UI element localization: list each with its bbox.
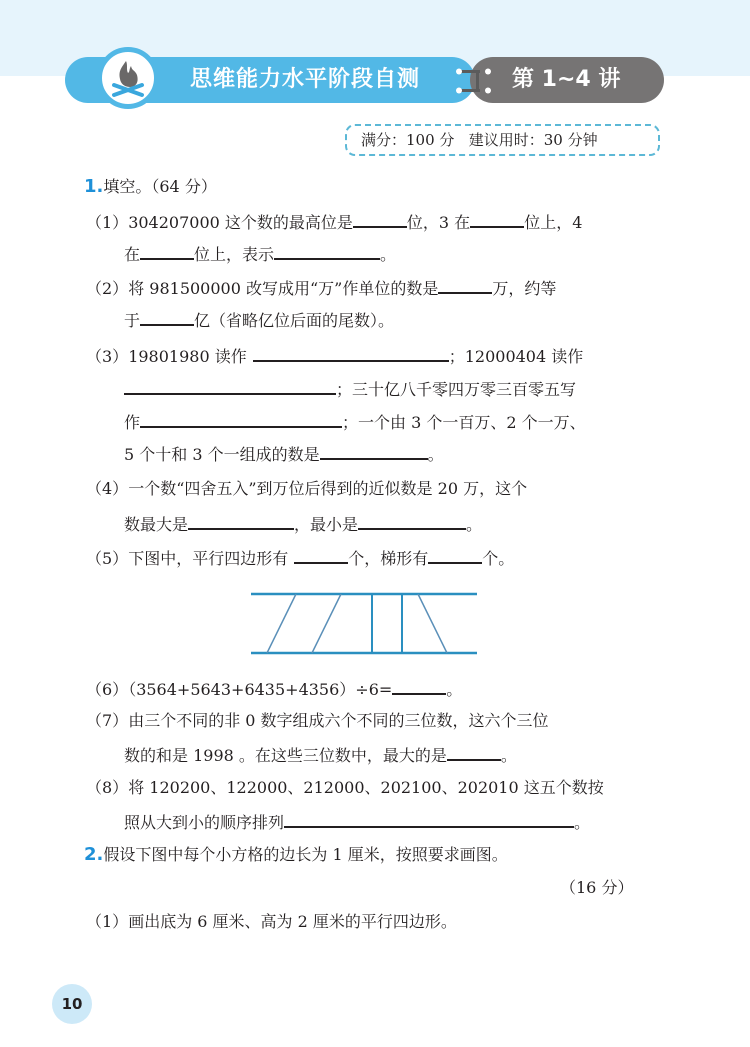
q2-item-1 [86, 910, 457, 934]
text: 位，3 在 [406, 213, 471, 232]
q1-item-8-line-2 [124, 808, 590, 832]
question-title: 填空。（64 分） [103, 177, 217, 196]
banner-connector-icon [448, 64, 498, 98]
page-title: 思维能力水平阶段自测 [190, 67, 421, 92]
question-title: 假设下图中每个小方格的边长为 1 厘米，按照要求画图。 [103, 845, 508, 864]
item-label: （2） [86, 279, 129, 298]
item-label: （6） [86, 680, 129, 699]
score-info-box [345, 124, 660, 156]
logo-badge [97, 47, 159, 109]
q1-item-2-line-2 [124, 306, 394, 330]
q1-item-4-line-1 [86, 477, 527, 501]
q1-item-8-line-1 [86, 776, 604, 800]
item-label: （3） [86, 347, 129, 366]
text: 亿（省略亿位后面的尾数）。 [194, 311, 395, 330]
text: （3564+5643+6435+4356）÷6= [128, 680, 393, 699]
answer-blank[interactable] [188, 510, 294, 530]
text: 个。 [482, 549, 515, 568]
q1-item-3-line-3 [124, 408, 586, 432]
page-number: 10 [52, 984, 92, 1024]
text: 下图中，平行四边形有 [128, 549, 289, 568]
question-number: 2. [84, 844, 104, 865]
text: 将 120200、122000、212000、202100、202010 这五个数按 [128, 778, 604, 797]
text: 个，梯形有 [348, 549, 429, 568]
text: 万，约等 [492, 279, 557, 298]
answer-blank[interactable] [392, 675, 446, 695]
text: 位上，表示 [194, 245, 275, 264]
text: ；12000404 读作 [448, 347, 584, 366]
text: 。 [427, 445, 444, 464]
q1-item-5-line-1 [86, 544, 514, 568]
item-label: （5） [86, 549, 129, 568]
item-label: （7） [86, 711, 129, 730]
answer-blank[interactable] [253, 342, 449, 362]
text: ；三十亿八千零四万零三百零五写 [336, 380, 577, 399]
text: ，最小是 [294, 515, 359, 534]
q1-item-6-line-1 [86, 675, 462, 699]
answer-blank[interactable] [438, 274, 492, 294]
text: 在 [124, 245, 141, 264]
item-label: （1） [86, 912, 129, 931]
item-label: （4） [86, 479, 129, 498]
campfire-icon [108, 57, 148, 99]
answer-blank[interactable] [358, 510, 466, 530]
lecture-range: 第 1~4 讲 [512, 67, 621, 92]
text: 作 [124, 413, 141, 432]
full-score: 满分：100 分 [361, 131, 455, 149]
text: 304207000 这个数的最高位是 [128, 213, 353, 232]
q1-item-7-line-1 [86, 709, 549, 733]
question-2-heading [84, 843, 508, 867]
q1-item-3-line-2 [124, 375, 576, 399]
text: 于 [124, 311, 141, 330]
q1-item-1-line-1 [86, 208, 582, 232]
answer-blank[interactable] [274, 240, 380, 260]
q1-item-1-line-2 [124, 240, 396, 264]
answer-blank[interactable] [284, 808, 574, 828]
answer-blank[interactable] [140, 306, 194, 326]
text: 5 个十和 3 个一组成的数是 [124, 445, 320, 464]
question-2-points: （16 分） [560, 878, 634, 897]
answer-blank[interactable] [353, 208, 407, 228]
text: 一个数“四舍五入”到万位后得到的近似数是 20 万，这个 [128, 479, 528, 498]
text: 画出底为 6 厘米、高为 2 厘米的平行四边形。 [128, 912, 457, 931]
q1-item-3-line-4 [124, 440, 444, 464]
q1-item-7-line-2 [124, 741, 517, 765]
parallel-lines-figure [248, 590, 480, 658]
text: 。 [574, 813, 591, 832]
item-label: （8） [86, 778, 129, 797]
q1-item-2-line-1 [86, 274, 556, 298]
answer-blank[interactable] [447, 741, 501, 761]
question-number: 1. [84, 176, 104, 197]
text: 照从大到小的顺序排列 [124, 813, 285, 832]
text: 。 [446, 680, 463, 699]
text: 。 [380, 245, 397, 264]
question-1-heading [84, 175, 217, 199]
answer-blank[interactable] [140, 408, 342, 428]
answer-blank[interactable] [470, 208, 524, 228]
text: 数最大是 [124, 515, 189, 534]
text: 19801980 读作 [128, 347, 247, 366]
text: ；一个由 3 个一百万、2 个一万、 [342, 413, 586, 432]
text: 数的和是 1998 。在这些三位数中，最大的是 [124, 746, 447, 765]
answer-blank[interactable] [140, 240, 194, 260]
text: 。 [466, 515, 483, 534]
q1-item-4-line-2 [124, 510, 482, 534]
suggested-time: 建议用时：30 分钟 [468, 131, 598, 149]
item-label: （1） [86, 213, 129, 232]
text: 将 981500000 改写成用“万”作单位的数是 [128, 279, 439, 298]
text: 。 [500, 746, 517, 765]
text: 位上，4 [524, 213, 583, 232]
answer-blank[interactable] [428, 544, 482, 564]
answer-blank[interactable] [320, 440, 428, 460]
text: 由三个不同的非 0 数字组成六个不同的三位数，这六个三位 [128, 711, 549, 730]
answer-blank[interactable] [124, 375, 336, 395]
q1-item-3-line-1 [86, 342, 583, 366]
answer-blank[interactable] [294, 544, 348, 564]
